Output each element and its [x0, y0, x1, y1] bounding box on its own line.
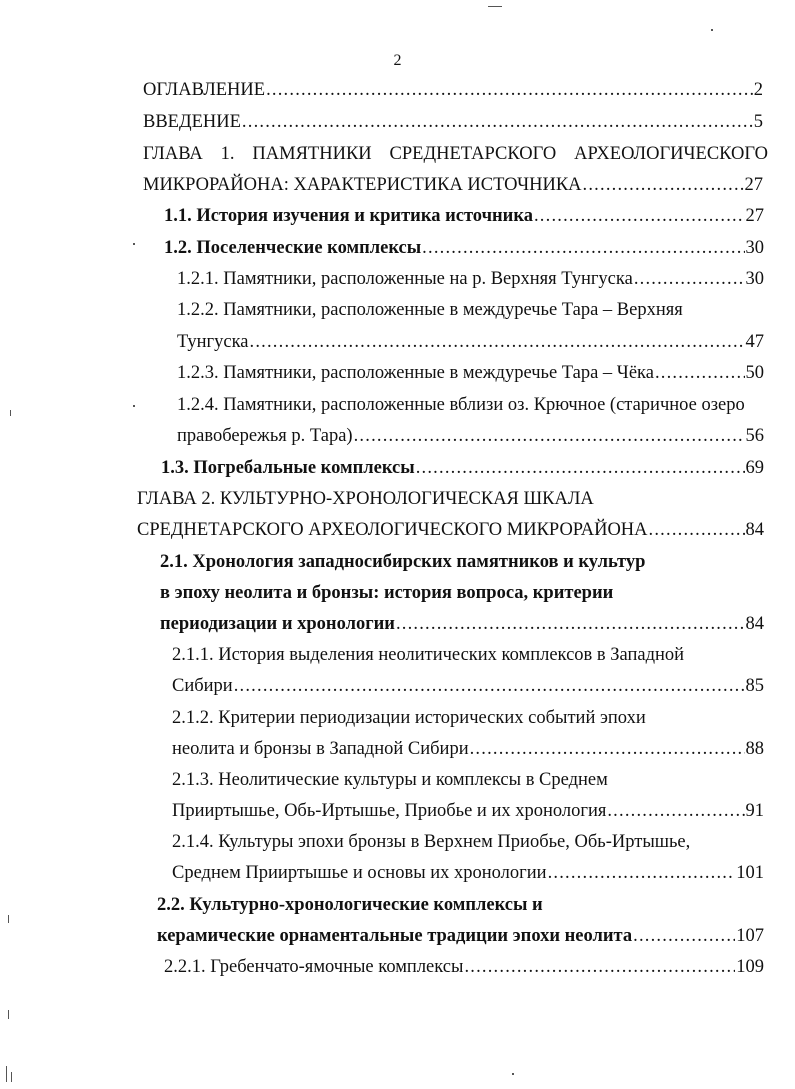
toc-entry-title: 1.1. История изучения и критика источника: [164, 206, 533, 226]
toc-entry-page: 27: [745, 206, 764, 226]
toc-entry-page: 101: [736, 863, 764, 883]
toc-entry[interactable]: [172, 799, 764, 825]
toc-entry[interactable]: [143, 110, 763, 136]
scan-artifact: [711, 29, 713, 31]
scan-artifact: [8, 915, 9, 923]
toc-entry-title: 1.3. Погребальные комплексы: [161, 458, 415, 478]
dot-leader: [250, 330, 745, 354]
dot-leader: [534, 204, 745, 228]
dot-leader: [649, 518, 745, 542]
toc-entry[interactable]: [137, 518, 764, 544]
toc-entry[interactable]: [143, 142, 768, 168]
toc-entry-title: Среднем Прииртышье и основы их хронологии: [172, 863, 547, 883]
toc-entry-title: 2.1.2. Критерии периодизации исторических событий эпохи: [172, 708, 646, 728]
toc-entry-title: периодизации и хронологии: [160, 614, 395, 634]
toc-entry-page: 109: [736, 957, 764, 977]
dot-leader: [266, 78, 753, 102]
dot-leader: [655, 361, 745, 385]
toc-entry-title: 2.2.1. Гребенчато-ямочные комплексы: [164, 957, 464, 977]
toc-entry[interactable]: [177, 393, 777, 419]
toc-entry-title: правобережья р. Тара): [177, 426, 353, 446]
toc-entry-title: МИКРОРАЙОНА: ХАРАКТЕРИСТИКА ИСТОЧНИКА: [143, 175, 582, 195]
toc-entry-title: 1.2.2. Памятники, расположенные в междуречье Тара – Верхняя: [177, 300, 683, 320]
toc-entry[interactable]: [160, 612, 764, 638]
scan-artifact: [512, 1073, 514, 1075]
toc-entry-title: 1.2.4. Памятники, расположенные вблизи оз. Крючное (старичное озеро: [177, 395, 745, 415]
toc-entry[interactable]: [143, 173, 763, 199]
toc-entry-page: 30: [745, 269, 764, 289]
toc-entry-title: неолита и бронзы в Западной Сибири: [172, 739, 469, 759]
toc-entry-page: 85: [745, 676, 764, 696]
toc-entry-page: 30: [745, 238, 764, 258]
dot-leader: [583, 173, 744, 197]
dot-leader: [464, 955, 735, 979]
toc-entry[interactable]: [164, 204, 764, 230]
dot-leader: [633, 924, 735, 948]
toc-entry-page: 91: [745, 801, 764, 821]
scan-artifact: [133, 405, 135, 407]
toc-entry-title: Сибири: [172, 676, 233, 696]
toc-entry-title: ВВЕДЕНИЕ: [143, 112, 241, 132]
toc-entry[interactable]: [160, 550, 764, 576]
scan-artifact: [10, 410, 11, 416]
dot-leader: [396, 612, 745, 636]
toc-entry-page: 27: [744, 175, 763, 195]
toc-entry-page: 50: [745, 363, 764, 383]
toc-entry-page: 84: [745, 614, 764, 634]
toc-entry[interactable]: [177, 267, 764, 293]
toc-entry[interactable]: [172, 861, 764, 887]
dot-leader: [422, 236, 744, 260]
toc-entry-title: 2.2. Культурно-хронологические комплексы и: [157, 895, 543, 915]
scan-artifact: [8, 1010, 9, 1019]
toc-entry-title: 1.2. Поселенческие комплексы: [164, 238, 422, 258]
toc-entry-title: 2.1.3. Неолитические культуры и комплексы в Среднем: [172, 770, 608, 790]
toc-entry[interactable]: [164, 955, 764, 981]
scan-artifact: [11, 1072, 12, 1082]
toc-entry[interactable]: [172, 737, 764, 763]
toc-entry[interactable]: [172, 674, 764, 700]
toc-entry[interactable]: [161, 456, 764, 482]
toc-entry-title: ГЛАВА 1. ПАМЯТНИКИ СРЕДНЕТАРСКОГО АРХЕОЛОГИЧЕСКОГО: [143, 144, 768, 164]
dot-leader: [634, 267, 745, 291]
scan-artifact: [488, 6, 502, 7]
dot-leader: [242, 110, 753, 134]
toc-entry[interactable]: [172, 706, 764, 732]
toc-entry-title: керамические орнаментальные традиции эпохи неолита: [157, 926, 633, 946]
dot-leader: [416, 456, 745, 480]
dot-leader: [470, 737, 745, 761]
toc-entry[interactable]: [172, 643, 764, 669]
toc-entry-title: в эпоху неолита и бронзы: история вопроса, критерии: [160, 583, 614, 603]
scan-artifact: [6, 1066, 7, 1082]
toc-entry-page: 84: [745, 520, 764, 540]
toc-entry[interactable]: [164, 236, 764, 262]
toc-entry[interactable]: [160, 581, 764, 607]
toc-entry[interactable]: [157, 893, 764, 919]
toc-entry[interactable]: [137, 487, 764, 513]
toc-entry-page: 47: [745, 332, 764, 352]
dot-leader: [548, 861, 736, 885]
toc-entry[interactable]: [157, 924, 764, 950]
toc-entry-page: 69: [745, 458, 764, 478]
toc-entry-title: ОГЛАВЛЕНИЕ: [143, 80, 266, 100]
toc-entry-title: 1.2.1. Памятники, расположенные на р. Верхняя Тунгуска: [177, 269, 633, 289]
toc-entry-title: 2.1.1. История выделения неолитических комплексов в Западной: [172, 645, 685, 665]
dot-leader: [607, 799, 744, 823]
toc-entry[interactable]: [172, 830, 764, 856]
toc-entry-title: 1.2.3. Памятники, расположенные в междуречье Тара – Чёка: [177, 363, 654, 383]
toc-entry[interactable]: [177, 330, 764, 356]
toc-entry[interactable]: [143, 78, 763, 104]
toc-entry[interactable]: [177, 298, 764, 324]
toc-entry-page: 88: [745, 739, 764, 759]
toc-entry[interactable]: [177, 424, 764, 450]
toc-entry[interactable]: [177, 361, 764, 387]
toc-entry-page: 56: [745, 426, 764, 446]
toc-entry-title: 2.1.4. Культуры эпохи бронзы в Верхнем Приобье, Обь-Иртышье,: [172, 832, 691, 852]
toc-entry-page: 5: [753, 112, 763, 132]
toc-entry-title: СРЕДНЕТАРСКОГО АРХЕОЛОГИЧЕСКОГО МИКРОРАЙОНА: [137, 520, 648, 540]
toc-entry[interactable]: [172, 768, 764, 794]
toc-entry-page: 107: [736, 926, 764, 946]
toc-entry-title: 2.1. Хронология западносибирских памятников и культур: [160, 552, 646, 572]
dot-leader: [234, 674, 745, 698]
dot-leader: [354, 424, 745, 448]
scan-artifact: [133, 243, 135, 245]
toc-entry-title: Тунгуска: [177, 332, 249, 352]
toc-entry-title: ГЛАВА 2. КУЛЬТУРНО-ХРОНОЛОГИЧЕСКАЯ ШКАЛА: [137, 489, 594, 509]
toc-entry-title: Прииртышье, Обь-Иртышье, Приобье и их хронология: [172, 801, 607, 821]
page-number: 2: [393, 52, 402, 69]
toc-entry-page: 2: [753, 80, 763, 100]
